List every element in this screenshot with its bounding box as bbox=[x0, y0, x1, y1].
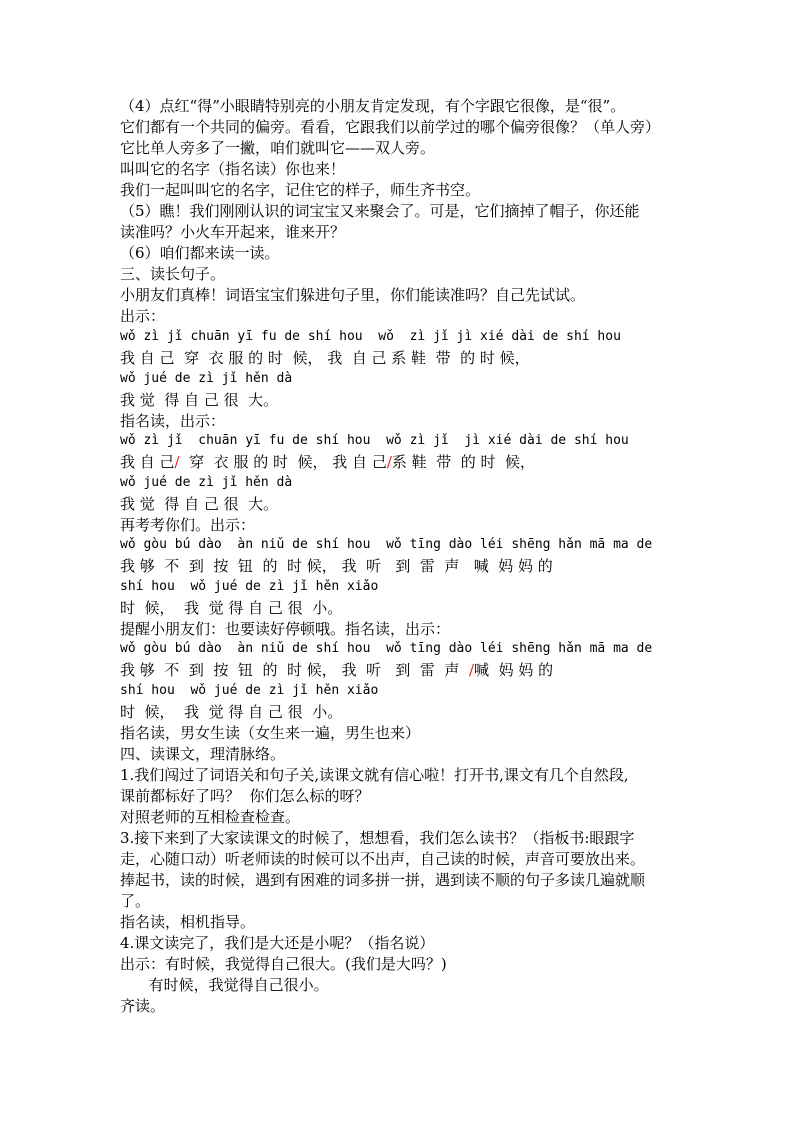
pinyin-line: wǒ zì jǐ chuān yī fu de shí hou wǒ zì jǐ jì xié dài de shí hou bbox=[120, 329, 621, 344]
hanzi-segment: 穿 衣 服 的 时 候， 我 自 己 bbox=[179, 453, 387, 471]
hanzi-line-marked bbox=[120, 452, 535, 472]
text-line: （5）瞧！我们刚刚认识的词宝宝又来聚会了。可是，它们摘掉了帽子，你还能 bbox=[120, 202, 640, 220]
pinyin-line: shí hou wǒ jué de zì jǐ hěn xiǎo bbox=[120, 579, 379, 594]
hanzi-segment: 喊 妈 妈 的 bbox=[474, 661, 554, 679]
pinyin-line: shí hou wǒ jué de zì jǐ hěn xiǎo bbox=[120, 683, 379, 698]
text-line: 再考考你们。出示： bbox=[120, 516, 256, 534]
hanzi-segment: 我 自 己 bbox=[120, 453, 175, 471]
section-heading: 四、读课文，理清脉络。 bbox=[120, 745, 286, 763]
text-line: 提醒小朋友们：也要读好停顿哦。指名读，出示： bbox=[120, 620, 451, 638]
text-line: （4）点红“得”小眼睛特别亮的小朋友肯定发现，有个字跟它很像，是“很”。 bbox=[120, 97, 626, 115]
hanzi-line: 我 够 不 到 按 钮 的 时 候， 我 听 到 雷 声 喊 妈 妈 的 bbox=[120, 557, 553, 575]
text-line: 它们都有一个共同的偏旁。看看，它跟我们以前学过的哪个偏旁很像？（单人旁） bbox=[120, 118, 661, 136]
text-line: 对照老师的互相检查检查。 bbox=[120, 808, 301, 826]
hanzi-line: 时 候， 我 觉 得 自 己 很 小。 bbox=[120, 599, 343, 617]
text-line: 有时候，我觉得自己很小。 bbox=[120, 976, 329, 994]
section-heading: 三、读长句子。 bbox=[120, 265, 226, 283]
pinyin-line: wǒ zì jǐ chuān yī fu de shí hou wǒ zì jǐ jì xié dài de shí hou bbox=[120, 433, 629, 448]
text-line: 我们一起叫叫它的名字，记住它的样子，师生齐书空。 bbox=[120, 181, 481, 199]
pinyin-line: wǒ jué de zì jǐ hěn dà bbox=[120, 371, 293, 386]
text-line: 4.课文读完了，我们是大还是小呢？（指名说） bbox=[120, 934, 435, 952]
hanzi-line: 我 自 己 穿 衣 服 的 时 候， 我 自 己 系 鞋 带 的 时 候， bbox=[120, 349, 530, 367]
text-line: 小朋友们真棒！词语宝宝们躲进句子里，你们能读准吗？自己先试试。 bbox=[120, 286, 586, 304]
hanzi-line: 我 觉 得 自 己 很 大。 bbox=[120, 391, 279, 409]
text-line: 1.我们闯过了词语关和句子关,读课文就有信心啦！打开书,课文有几个自然段, bbox=[120, 766, 629, 784]
hanzi-line-marked bbox=[120, 660, 553, 680]
pause-mark: / bbox=[174, 453, 180, 471]
text-line: 捧起书，读的时候，遇到有困难的词多拼一拼，遇到读不顺的句子多读几遍就顺 bbox=[120, 871, 646, 889]
text-line: 了。 bbox=[120, 892, 151, 910]
hanzi-segment: 系 鞋 带 的 时 候， bbox=[391, 453, 536, 471]
pinyin-line: wǒ gòu bú dào àn niǔ de shí hou wǒ tīng dào léi shēng hǎn mā ma de bbox=[120, 537, 653, 552]
hanzi-segment: 我 够 不 到 按 钮 的 时 候， 我 听 到 雷 声 bbox=[120, 661, 469, 679]
hanzi-line: 时 候， 我 觉 得 自 己 很 小。 bbox=[120, 703, 343, 721]
text-line: 出示：有时候，我觉得自己很大。(我们是大吗？) bbox=[120, 955, 447, 973]
text-line: 走，心随口动）听老师读的时候可以不出声，自己读的时候，声音可要放出来。 bbox=[120, 850, 646, 868]
hanzi-line: 我 觉 得 自 己 很 大。 bbox=[120, 495, 279, 513]
pause-mark: / bbox=[386, 453, 392, 471]
text-line: 3.接下来到了大家读课文的时候了，想想看，我们怎么读书？（指板书:眼跟字 bbox=[120, 829, 635, 847]
text-line: 课前都标好了吗？ 你们怎么标的呀？ bbox=[120, 787, 370, 805]
pause-mark: / bbox=[468, 661, 475, 679]
text-line: （6）咱们都来读一读。 bbox=[120, 244, 280, 262]
text-line: 齐读。 bbox=[120, 997, 166, 1015]
text-line: 它比单人旁多了一撇，咱们就叫它——双人旁。 bbox=[120, 139, 436, 157]
text-line: 读准吗？小火车开起来，谁来开？ bbox=[120, 223, 346, 241]
pinyin-line: wǒ jué de zì jǐ hěn dà bbox=[120, 475, 293, 490]
text-line: 出示： bbox=[120, 307, 166, 325]
text-line: 叫叫它的名字（指名读）你也来！ bbox=[120, 160, 346, 178]
text-line: 指名读，男女生读（女生来一遍，男生也来） bbox=[120, 724, 421, 742]
text-line: 指名读，相机指导。 bbox=[120, 913, 256, 931]
text-line: 指名读，出示： bbox=[120, 412, 226, 430]
pinyin-line: wǒ gòu bú dào àn niǔ de shí hou wǒ tīng dào léi shēng hǎn mā ma de bbox=[120, 641, 653, 656]
